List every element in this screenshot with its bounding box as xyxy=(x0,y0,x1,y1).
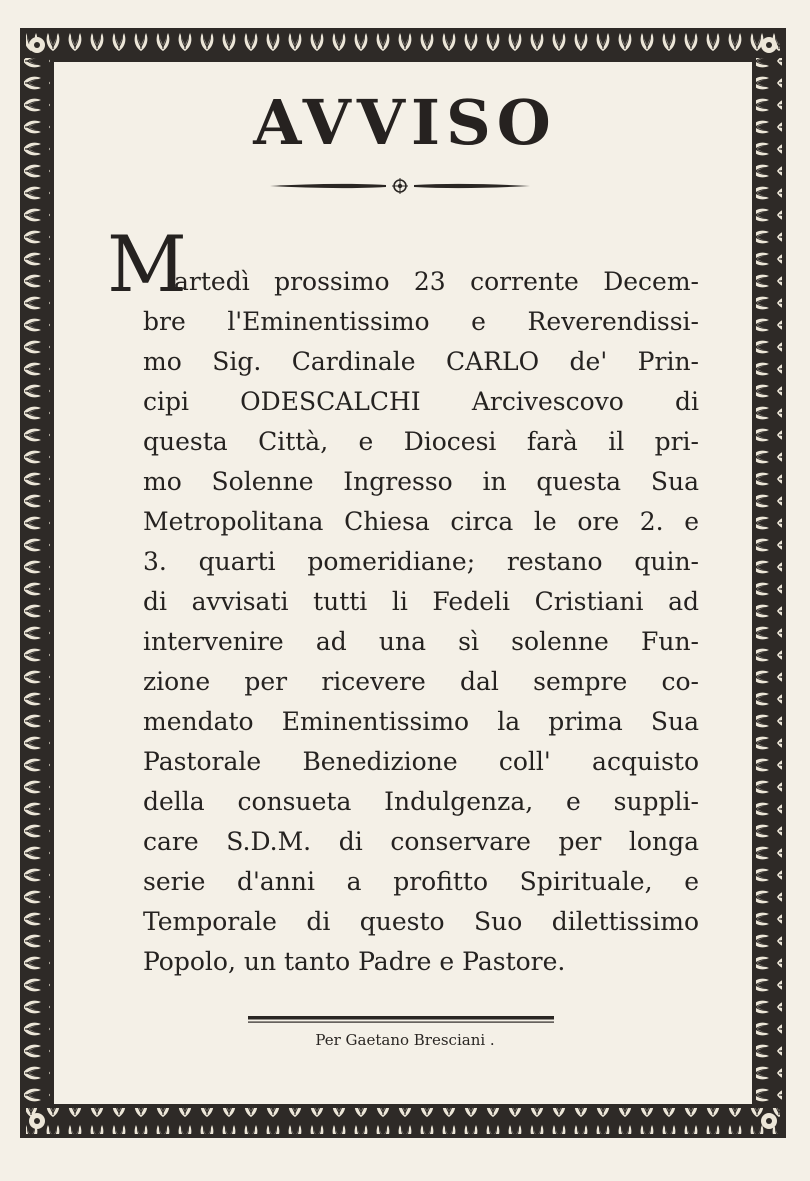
body-line: mo Sig. Cardinale CARLO de' Prin- xyxy=(143,347,699,376)
body-line: di avvisati tutti li Fedeli Cristiani ad xyxy=(143,587,699,616)
body-line: care S.D.M. di conservare per longa xyxy=(143,827,699,856)
body-line: della consueta Indulgenza, e suppli- xyxy=(143,787,699,816)
notice-title: AVVISO xyxy=(253,86,557,159)
body-line: cipi ODESCALCHI Arcivescovo di xyxy=(143,387,699,416)
drop-cap-letter: M xyxy=(107,220,187,310)
body-line: Temporale di questo Suo dilettissimo xyxy=(143,907,699,936)
footer-double-rule xyxy=(248,1015,554,1025)
body-line: Metropolitana Chiesa circa le ore 2. e xyxy=(143,507,699,536)
title-ornament-rule xyxy=(268,176,532,196)
body-line: 3. quarti pomeridiane; restano quin- xyxy=(143,547,699,576)
body-line: serie d'anni a profitto Spirituale, e xyxy=(143,867,699,896)
body-first-line: artedì prossimo 23 corrente Decem- xyxy=(174,267,699,296)
body-line-last: Popolo, un tanto Padre e Pastore. xyxy=(143,947,566,976)
body-line: Pastorale Benedizione coll' acquisto xyxy=(143,747,699,776)
notice-body xyxy=(143,302,699,982)
body-line: intervenire ad una sì solenne Fun- xyxy=(143,627,699,656)
body-line: bre l'Eminentissimo e Reverendissi- xyxy=(143,307,699,336)
body-line: mendato Eminentissimo la prima Sua xyxy=(143,707,699,736)
body-line: zione per ricevere dal sempre co- xyxy=(143,667,699,696)
printer-credit: Per Gaetano Bresciani . xyxy=(315,1031,495,1049)
body-line: questa Città, e Diocesi farà il pri- xyxy=(143,427,699,456)
body-line: mo Solenne Ingresso in questa Sua xyxy=(143,467,699,496)
